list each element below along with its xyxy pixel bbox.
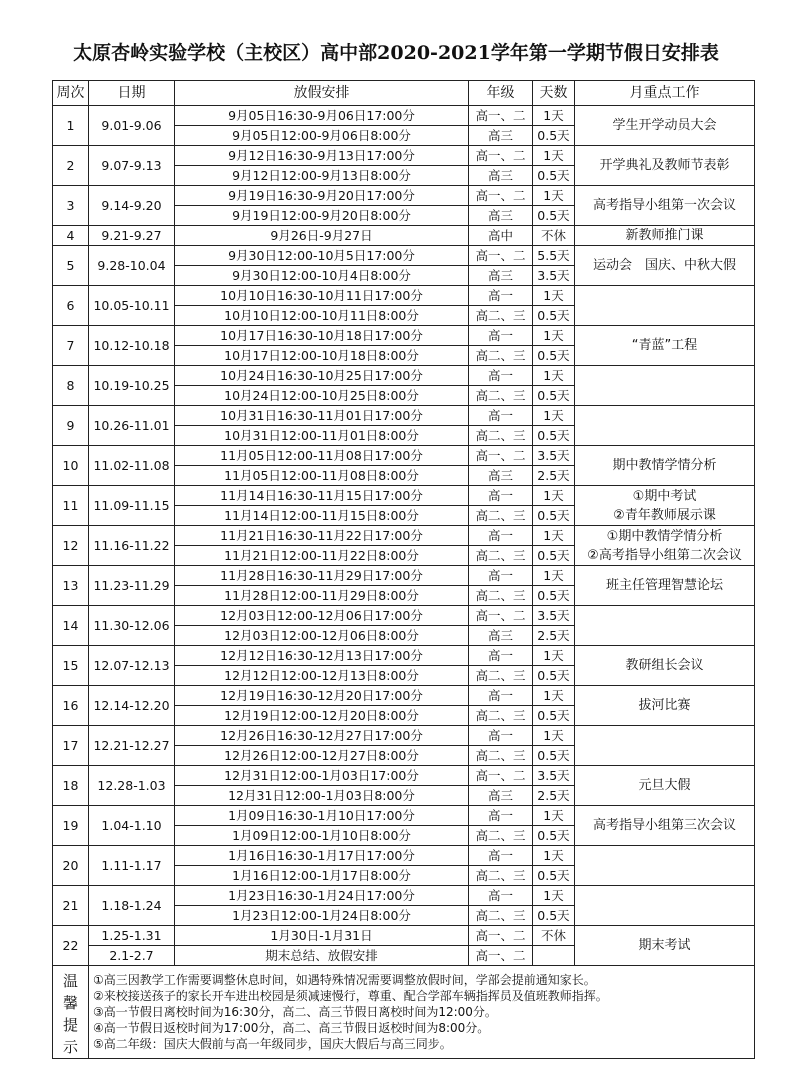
holiday-arrangement: 9月12日12:00-9月13日8:00分 — [175, 166, 469, 186]
date-range: 1.04-1.10 — [89, 806, 175, 846]
focus-line: ②高考指导小组第二次会议 — [587, 547, 742, 563]
grade: 高一、二 — [469, 106, 533, 126]
focus-line: ①期中考试 — [632, 488, 697, 504]
days: 1天 — [533, 186, 575, 206]
grade: 高二、三 — [469, 386, 533, 406]
week-number: 22 — [53, 926, 89, 966]
holiday-arrangement: 1月23日16:30-1月24日17:00分 — [175, 886, 469, 906]
monthly-focus — [575, 606, 755, 646]
days: 0.5天 — [533, 126, 575, 146]
focus-line: 开学典礼及教师节表彰 — [599, 158, 730, 173]
grade: 高二、三 — [469, 906, 533, 926]
holiday-arrangement: 10月10日16:30-10月11日17:00分 — [175, 286, 469, 306]
grade: 高一、二 — [469, 946, 533, 966]
date-range: 1.11-1.17 — [89, 846, 175, 886]
grade: 高一 — [469, 486, 533, 506]
week-number: 6 — [53, 286, 89, 326]
date-range: 11.16-11.22 — [89, 526, 175, 566]
week-number: 5 — [53, 246, 89, 286]
week-number: 19 — [53, 806, 89, 846]
days: 1天 — [533, 646, 575, 666]
grade: 高三 — [469, 466, 533, 486]
holiday-arrangement: 11月28日12:00-11月29日8:00分 — [175, 586, 469, 606]
week-number: 21 — [53, 886, 89, 926]
days: 1天 — [533, 406, 575, 426]
table-row — [53, 446, 755, 466]
holiday-arrangement: 10月10日12:00-10月11日8:00分 — [175, 306, 469, 326]
monthly-focus — [575, 566, 755, 606]
date-range: 1.25-1.31 — [89, 926, 175, 946]
holiday-arrangement: 9月30日12:00-10月5日17:00分 — [175, 246, 469, 266]
date-range: 12.28-1.03 — [89, 766, 175, 806]
grade: 高一 — [469, 806, 533, 826]
notes-label-text: 温馨提示 — [62, 972, 78, 1056]
monthly-focus — [575, 186, 755, 226]
grade: 高一 — [469, 326, 533, 346]
grade: 高一、二 — [469, 766, 533, 786]
table-row — [53, 526, 755, 546]
note-item: ④高一节假日返校时间为17:00分，高二、高三节假日返校时间为8:00分。 — [93, 1021, 490, 1035]
grade: 高一 — [469, 526, 533, 546]
monthly-focus — [575, 726, 755, 766]
days: 3.5天 — [533, 266, 575, 286]
grade: 高二、三 — [469, 746, 533, 766]
table-row — [53, 246, 755, 266]
grade: 高三 — [469, 266, 533, 286]
note-item: ①高三因教学工作需要调整休息时间，如遇特殊情况需要调整放假时间，学部会提前通知家长。 — [93, 973, 596, 987]
focus-line: 班主任管理智慧论坛 — [605, 578, 723, 593]
days: 0.5天 — [533, 426, 575, 446]
holiday-arrangement: 12月19日12:00-12月20日8:00分 — [175, 706, 469, 726]
days: 0.5天 — [533, 346, 575, 366]
monthly-focus — [575, 486, 755, 526]
focus-line: 拔河比赛 — [638, 698, 691, 713]
week-number: 10 — [53, 446, 89, 486]
week-number: 2 — [53, 146, 89, 186]
notes-content — [89, 966, 755, 1059]
focus-line: ①期中教情学情分析 — [606, 528, 723, 544]
header-week: 周次 — [53, 81, 89, 106]
grade: 高三 — [469, 626, 533, 646]
grade: 高一 — [469, 286, 533, 306]
grade: 高二、三 — [469, 826, 533, 846]
holiday-arrangement: 10月24日12:00-10月25日8:00分 — [175, 386, 469, 406]
table-row — [53, 326, 755, 346]
days: 0.5天 — [533, 166, 575, 186]
header-date: 日期 — [89, 81, 175, 106]
header-holiday: 放假安排 — [175, 81, 469, 106]
days: 2.5天 — [533, 466, 575, 486]
week-number: 12 — [53, 526, 89, 566]
date-range: 11.02-11.08 — [89, 446, 175, 486]
grade: 高三 — [469, 786, 533, 806]
table-row — [53, 106, 755, 126]
date-range: 11.23-11.29 — [89, 566, 175, 606]
days: 1天 — [533, 566, 575, 586]
focus-line: 运动会 国庆、中秋大假 — [592, 258, 736, 273]
holiday-arrangement: 9月05日16:30-9月06日17:00分 — [175, 106, 469, 126]
date-range: 12.21-12.27 — [89, 726, 175, 766]
grade: 高一、二 — [469, 926, 533, 946]
table-row — [53, 606, 755, 626]
date-range: 9.01-9.06 — [89, 106, 175, 146]
table-row — [53, 726, 755, 746]
table-row — [53, 186, 755, 206]
holiday-arrangement: 11月28日16:30-11月29日17:00分 — [175, 566, 469, 586]
holiday-arrangement: 11月05日12:00-11月08日8:00分 — [175, 466, 469, 486]
table-row — [53, 226, 755, 246]
table-row — [53, 146, 755, 166]
days: 1天 — [533, 286, 575, 306]
date-range: 9.28-10.04 — [89, 246, 175, 286]
holiday-arrangement: 12月31日12:00-1月03日17:00分 — [175, 766, 469, 786]
focus-line: 新教师推门课 — [625, 228, 704, 243]
days: 1天 — [533, 526, 575, 546]
header-grade: 年级 — [469, 81, 533, 106]
monthly-focus — [575, 886, 755, 926]
grade: 高二、三 — [469, 306, 533, 326]
days: 1天 — [533, 846, 575, 866]
monthly-focus — [575, 766, 755, 806]
days: 0.5天 — [533, 386, 575, 406]
week-number: 18 — [53, 766, 89, 806]
table-row — [53, 486, 755, 506]
grade: 高二、三 — [469, 346, 533, 366]
holiday-arrangement: 10月24日16:30-10月25日17:00分 — [175, 366, 469, 386]
week-number: 16 — [53, 686, 89, 726]
grade: 高一、二 — [469, 606, 533, 626]
focus-line: 教研组长会议 — [625, 658, 704, 673]
days: 0.5天 — [533, 866, 575, 886]
days: 1天 — [533, 366, 575, 386]
table-row — [53, 566, 755, 586]
week-number: 15 — [53, 646, 89, 686]
monthly-focus — [575, 446, 755, 486]
holiday-arrangement: 11月05日12:00-11月08日17:00分 — [175, 446, 469, 466]
date-range: 11.09-11.15 — [89, 486, 175, 526]
holiday-arrangement: 1月09日12:00-1月10日8:00分 — [175, 826, 469, 846]
days: 1天 — [533, 486, 575, 506]
days: 0.5天 — [533, 306, 575, 326]
monthly-focus — [575, 646, 755, 686]
week-number: 17 — [53, 726, 89, 766]
days: 1天 — [533, 686, 575, 706]
holiday-arrangement: 1月23日12:00-1月24日8:00分 — [175, 906, 469, 926]
week-number: 13 — [53, 566, 89, 606]
grade: 高三 — [469, 206, 533, 226]
grade: 高一 — [469, 646, 533, 666]
monthly-focus — [575, 406, 755, 446]
holiday-arrangement: 期末总结、放假安排 — [175, 946, 469, 966]
date-range: 10.19-10.25 — [89, 366, 175, 406]
holiday-arrangement: 12月26日12:00-12月27日8:00分 — [175, 746, 469, 766]
grade: 高二、三 — [469, 506, 533, 526]
days: 0.5天 — [533, 746, 575, 766]
grade: 高一、二 — [469, 246, 533, 266]
grade: 高一 — [469, 846, 533, 866]
holiday-arrangement: 10月17日12:00-10月18日8:00分 — [175, 346, 469, 366]
days: 5.5天 — [533, 246, 575, 266]
week-number: 3 — [53, 186, 89, 226]
holiday-arrangement: 1月09日16:30-1月10日17:00分 — [175, 806, 469, 826]
table-row — [53, 646, 755, 666]
monthly-focus — [575, 326, 755, 366]
days: 2.5天 — [533, 786, 575, 806]
days: 0.5天 — [533, 586, 575, 606]
holiday-arrangement: 12月12日12:00-12月13日8:00分 — [175, 666, 469, 686]
days: 0.5天 — [533, 906, 575, 926]
monthly-focus — [575, 686, 755, 726]
table-row — [53, 846, 755, 866]
header-focus: 月重点工作 — [575, 81, 755, 106]
page-title: 太原杏岭实验学校（主校区）高中部2020-2021学年第一学期节假日安排表 — [73, 42, 719, 64]
focus-line: “青蓝”工程 — [631, 338, 698, 353]
focus-line: 高考指导小组第一次会议 — [592, 198, 736, 213]
holiday-arrangement: 11月14日12:00-11月15日8:00分 — [175, 506, 469, 526]
grade: 高一、二 — [469, 146, 533, 166]
grade: 高三 — [469, 166, 533, 186]
grade: 高二、三 — [469, 666, 533, 686]
week-number: 20 — [53, 846, 89, 886]
table-row — [53, 766, 755, 786]
holiday-arrangement: 10月31日16:30-11月01日17:00分 — [175, 406, 469, 426]
grade: 高一 — [469, 406, 533, 426]
date-range: 9.14-9.20 — [89, 186, 175, 226]
days: 3.5天 — [533, 766, 575, 786]
holiday-arrangement: 12月12日16:30-12月13日17:00分 — [175, 646, 469, 666]
monthly-focus — [575, 846, 755, 886]
table-row — [53, 886, 755, 906]
monthly-focus — [575, 106, 755, 146]
date-range: 10.26-11.01 — [89, 406, 175, 446]
header-row — [53, 81, 755, 106]
date-range: 9.07-9.13 — [89, 146, 175, 186]
holiday-arrangement: 11月21日16:30-11月22日17:00分 — [175, 526, 469, 546]
days: 1天 — [533, 106, 575, 126]
focus-line: 学生开学动员大会 — [612, 118, 717, 133]
note-item: ②来校接送孩子的家长开车进出校园是须减速慢行，尊重、配合学部车辆指挥员及值班教师指挥。 — [93, 989, 608, 1003]
days: 1天 — [533, 326, 575, 346]
table-row — [53, 366, 755, 386]
holiday-arrangement: 9月19日12:00-9月20日8:00分 — [175, 206, 469, 226]
grade: 高一、二 — [469, 446, 533, 466]
grade: 高一 — [469, 726, 533, 746]
days: 0.5天 — [533, 506, 575, 526]
date-range: 2.1-2.7 — [89, 946, 175, 966]
grade: 高三 — [469, 126, 533, 146]
table-row — [53, 286, 755, 306]
days: 0.5天 — [533, 206, 575, 226]
grade: 高中 — [469, 226, 533, 246]
table-row — [53, 686, 755, 706]
monthly-focus — [575, 286, 755, 326]
focus-line: 期中教情学情分析 — [612, 458, 717, 473]
grade: 高二、三 — [469, 866, 533, 886]
holiday-arrangement: 12月03日12:00-12月06日17:00分 — [175, 606, 469, 626]
days: 1天 — [533, 886, 575, 906]
header-days: 天数 — [533, 81, 575, 106]
focus-line: ②青年教师展示课 — [613, 507, 716, 523]
note-item: ③高一节假日离校时间为16:30分，高二、高三节假日离校时间为12:00分。 — [93, 1005, 497, 1019]
grade: 高二、三 — [469, 706, 533, 726]
days — [533, 946, 575, 966]
holiday-arrangement: 9月19日16:30-9月20日17:00分 — [175, 186, 469, 206]
holiday-arrangement: 12月26日16:30-12月27日17:00分 — [175, 726, 469, 746]
week-number: 4 — [53, 226, 89, 246]
grade: 高二、三 — [469, 426, 533, 446]
days: 0.5天 — [533, 546, 575, 566]
holiday-arrangement: 12月31日12:00-1月03日8:00分 — [175, 786, 469, 806]
holiday-arrangement: 9月05日12:00-9月06日8:00分 — [175, 126, 469, 146]
monthly-focus — [575, 526, 755, 566]
table-row — [53, 406, 755, 426]
week-number: 9 — [53, 406, 89, 446]
week-number: 7 — [53, 326, 89, 366]
focus-line: 元旦大假 — [638, 778, 691, 793]
days: 1天 — [533, 726, 575, 746]
monthly-focus: 期末考试 — [575, 926, 755, 966]
days: 0.5天 — [533, 666, 575, 686]
week-number: 8 — [53, 366, 89, 406]
days: 不休 — [533, 926, 575, 946]
days: 0.5天 — [533, 826, 575, 846]
week-number: 11 — [53, 486, 89, 526]
holiday-arrangement: 9月12日16:30-9月13日17:00分 — [175, 146, 469, 166]
monthly-focus — [575, 366, 755, 406]
date-range: 10.05-10.11 — [89, 286, 175, 326]
schedule-table — [52, 80, 755, 1059]
holiday-arrangement: 11月14日16:30-11月15日17:00分 — [175, 486, 469, 506]
notes-row — [53, 966, 755, 1059]
days: 1天 — [533, 146, 575, 166]
holiday-arrangement: 1月30日-1月31日 — [175, 926, 469, 946]
grade: 高一 — [469, 686, 533, 706]
holiday-arrangement: 11月21日12:00-11月22日8:00分 — [175, 546, 469, 566]
holiday-arrangement: 12月19日16:30-12月20日17:00分 — [175, 686, 469, 706]
week-number: 1 — [53, 106, 89, 146]
monthly-focus — [575, 226, 755, 246]
days: 3.5天 — [533, 446, 575, 466]
holiday-arrangement: 9月26日-9月27日 — [175, 226, 469, 246]
grade: 高一 — [469, 566, 533, 586]
date-range: 12.14-12.20 — [89, 686, 175, 726]
monthly-focus — [575, 806, 755, 846]
holiday-arrangement: 9月30日12:00-10月4日8:00分 — [175, 266, 469, 286]
grade: 高二、三 — [469, 586, 533, 606]
notes-label — [53, 966, 89, 1059]
holiday-arrangement: 10月31日12:00-11月01日8:00分 — [175, 426, 469, 446]
days: 0.5天 — [533, 706, 575, 726]
focus-line: 高考指导小组第三次会议 — [592, 818, 736, 833]
date-range: 11.30-12.06 — [89, 606, 175, 646]
holiday-arrangement: 1月16日16:30-1月17日17:00分 — [175, 846, 469, 866]
days: 2.5天 — [533, 626, 575, 646]
week-number: 14 — [53, 606, 89, 646]
holiday-arrangement: 10月17日16:30-10月18日17:00分 — [175, 326, 469, 346]
holiday-arrangement: 12月03日12:00-12月06日8:00分 — [175, 626, 469, 646]
days: 1天 — [533, 806, 575, 826]
table-row — [53, 926, 755, 946]
note-item: ⑤高二年级：国庆大假前与高一年级同步，国庆大假后与高三同步。 — [93, 1037, 452, 1051]
date-range: 1.18-1.24 — [89, 886, 175, 926]
days: 不休 — [533, 226, 575, 246]
monthly-focus — [575, 246, 755, 286]
grade: 高二、三 — [469, 546, 533, 566]
monthly-focus — [575, 146, 755, 186]
grade: 高一 — [469, 886, 533, 906]
holiday-arrangement: 1月16日12:00-1月17日8:00分 — [175, 866, 469, 886]
date-range: 9.21-9.27 — [89, 226, 175, 246]
days: 3.5天 — [533, 606, 575, 626]
date-range: 10.12-10.18 — [89, 326, 175, 366]
grade: 高一 — [469, 366, 533, 386]
date-range: 12.07-12.13 — [89, 646, 175, 686]
table-row — [53, 806, 755, 826]
grade: 高一、二 — [469, 186, 533, 206]
